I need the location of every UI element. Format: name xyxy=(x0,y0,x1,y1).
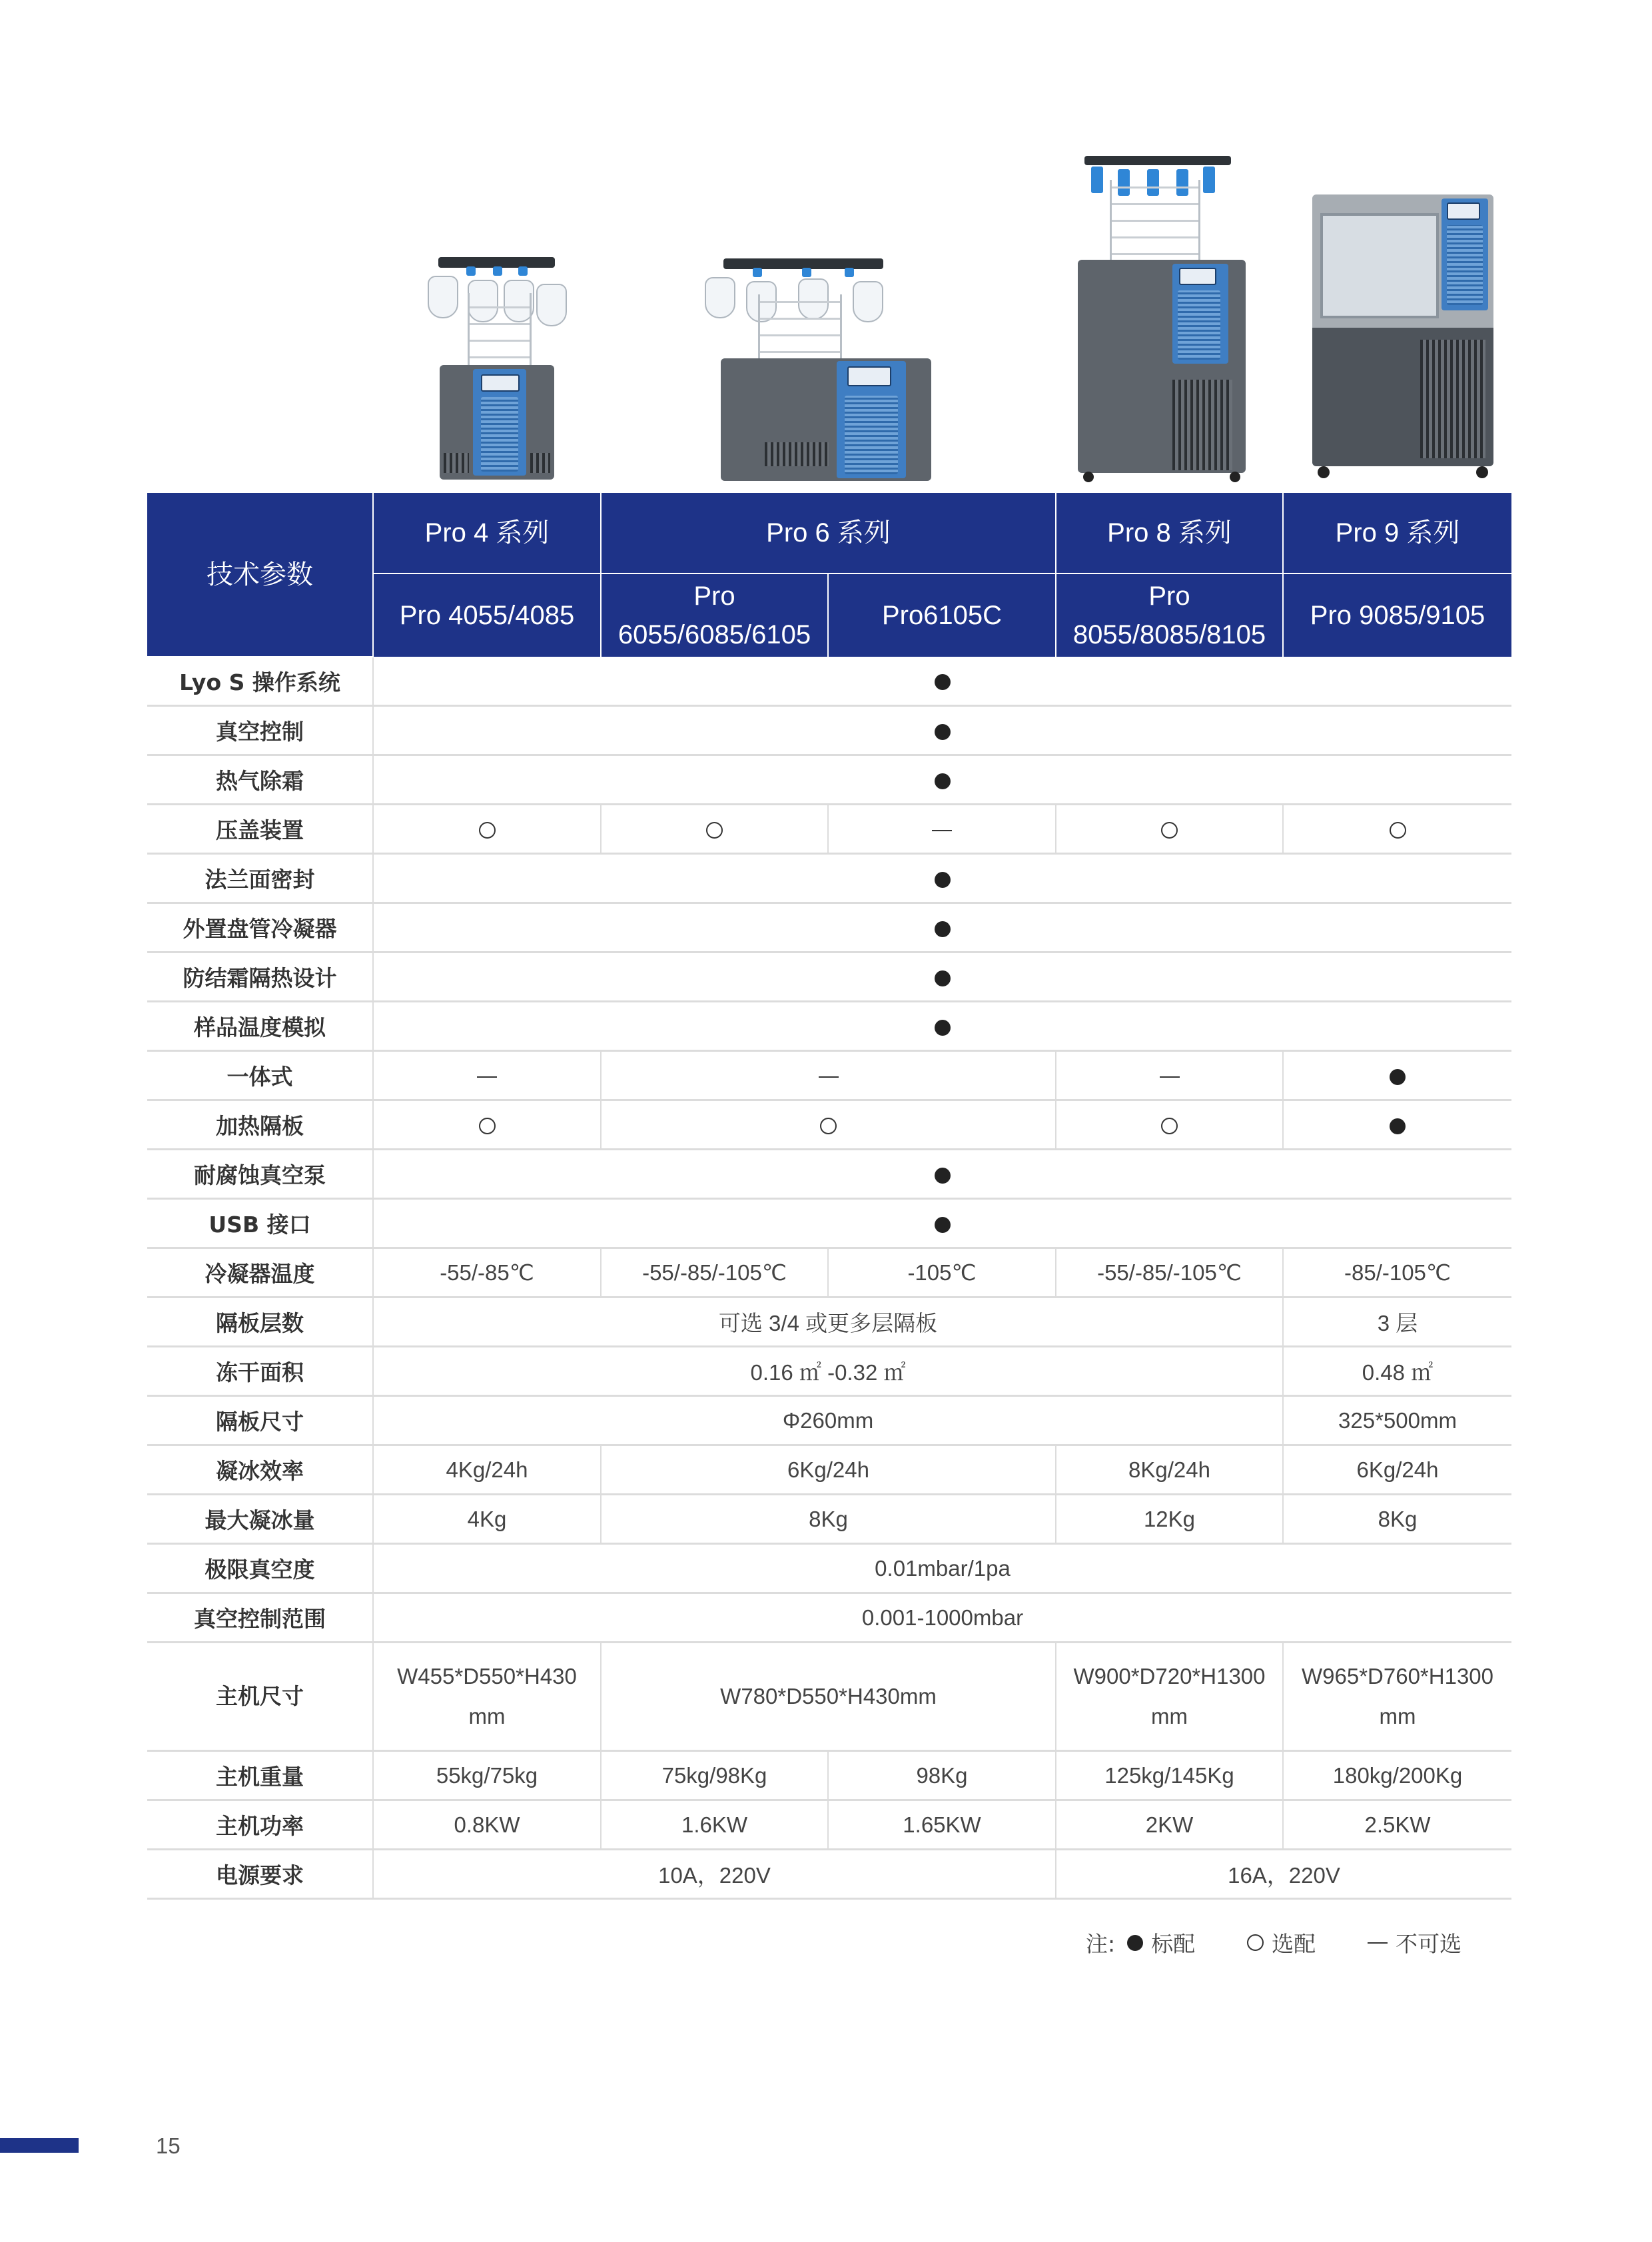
table-cell xyxy=(373,854,1511,903)
page-accent-bar xyxy=(0,2138,79,2153)
legend-standard-label: 标配 xyxy=(1151,1931,1196,1957)
table-row xyxy=(147,706,1511,755)
model-header: Pro 8055/8085/8105 xyxy=(1056,573,1283,657)
table-cell xyxy=(1283,805,1511,854)
legend-optional-label: 选配 xyxy=(1272,1931,1316,1957)
model-header: Pro6105C xyxy=(828,573,1056,657)
model-header: Pro 4055/4085 xyxy=(373,573,601,657)
table-cell: Φ260mm xyxy=(373,1396,1283,1445)
row-label: Lyo S 操作系统 xyxy=(147,657,373,706)
row-label: 凝冰效率 xyxy=(147,1445,373,1495)
table-cell xyxy=(373,755,1511,805)
table-cell: 1.6KW xyxy=(601,1800,828,1850)
table-cell: 8Kg xyxy=(1283,1495,1511,1544)
table-row xyxy=(147,1850,1511,1899)
table-cell: W900*D720*H1300 mm xyxy=(1056,1643,1283,1751)
standard-dot-icon xyxy=(1390,1069,1406,1085)
table-row xyxy=(147,903,1511,952)
optional-circle-icon xyxy=(1247,1934,1264,1951)
optional-circle-icon xyxy=(479,1118,496,1134)
table-row xyxy=(147,1347,1511,1396)
row-label: 外置盘管冷凝器 xyxy=(147,903,373,952)
table-cell xyxy=(373,903,1511,952)
standard-dot-icon xyxy=(935,970,951,986)
standard-dot-icon xyxy=(935,1020,951,1036)
table-row xyxy=(147,1248,1511,1298)
table-cell: W455*D550*H430 mm xyxy=(373,1643,601,1751)
unavailable-dash-icon xyxy=(1160,1076,1180,1078)
standard-dot-icon xyxy=(935,773,951,789)
row-label: USB 接口 xyxy=(147,1199,373,1248)
table-cell: 8Kg/24h xyxy=(1056,1445,1283,1495)
table-cell xyxy=(373,805,601,854)
legend-optional xyxy=(1247,1927,1316,1958)
table-cell: 0.16 ㎡ -0.32 ㎡ xyxy=(373,1347,1283,1396)
optional-circle-icon xyxy=(820,1118,837,1134)
row-label: 加热隔板 xyxy=(147,1100,373,1150)
table-cell: 10A，220V xyxy=(373,1850,1056,1899)
series-header-pro8: Pro 8 系列 xyxy=(1056,493,1283,573)
table-cell xyxy=(373,1100,601,1150)
model-header: Pro 9085/9105 xyxy=(1283,573,1511,657)
standard-dot-icon xyxy=(935,674,951,690)
table-cell: 可选 3/4 或更多层隔板 xyxy=(373,1298,1283,1347)
table-row xyxy=(147,805,1511,854)
table-cell: 0.8KW xyxy=(373,1800,601,1850)
table-cell xyxy=(1056,805,1283,854)
optional-circle-icon xyxy=(1161,822,1178,839)
row-label: 主机重量 xyxy=(147,1751,373,1800)
model-header: Pro 6055/6085/6105 xyxy=(601,573,828,657)
table-cell: -55/-85/-105℃ xyxy=(601,1248,828,1298)
row-label: 热气除霜 xyxy=(147,755,373,805)
spec-table xyxy=(147,493,1511,1900)
optional-circle-icon xyxy=(479,822,496,839)
row-label: 耐腐蚀真空泵 xyxy=(147,1150,373,1199)
unavailable-dash-icon xyxy=(932,830,952,831)
row-label: 防结霜隔热设计 xyxy=(147,952,373,1002)
row-label: 主机功率 xyxy=(147,1800,373,1850)
table-cell: 4Kg xyxy=(373,1495,601,1544)
row-label: 真空控制范围 xyxy=(147,1593,373,1643)
row-label: 电源要求 xyxy=(147,1850,373,1899)
table-cell xyxy=(828,805,1056,854)
table-row xyxy=(147,1800,1511,1850)
row-label: 隔板尺寸 xyxy=(147,1396,373,1445)
table-cell xyxy=(601,1100,1056,1150)
table-cell xyxy=(601,805,828,854)
legend-unavailable xyxy=(1368,1927,1461,1958)
series-header-pro4: Pro 4 系列 xyxy=(373,493,601,573)
table-row xyxy=(147,657,1511,706)
table-cell: 2KW xyxy=(1056,1800,1283,1850)
table-cell xyxy=(373,1051,601,1100)
table-row xyxy=(147,1544,1511,1593)
row-label: 极限真空度 xyxy=(147,1544,373,1593)
table-row xyxy=(147,1051,1511,1100)
standard-dot-icon xyxy=(1127,1935,1143,1951)
table-cell: -55/-85/-105℃ xyxy=(1056,1248,1283,1298)
product-image-pro6 xyxy=(705,254,945,484)
series-header-pro6: Pro 6 系列 xyxy=(601,493,1056,573)
legend-prefix: 注: xyxy=(1086,1931,1116,1957)
table-cell xyxy=(1056,1100,1283,1150)
row-label: 冻干面积 xyxy=(147,1347,373,1396)
standard-dot-icon xyxy=(935,1168,951,1184)
product-image-pro4 xyxy=(426,253,566,483)
table-cell: 0.48 ㎡ xyxy=(1283,1347,1511,1396)
row-label: 一体式 xyxy=(147,1051,373,1100)
table-row xyxy=(147,1298,1511,1347)
table-cell: W780*D550*H430mm xyxy=(601,1643,1056,1751)
table-cell xyxy=(373,1002,1511,1051)
table-cell: 16A，220V xyxy=(1056,1850,1511,1899)
table-row xyxy=(147,1199,1511,1248)
table-row xyxy=(147,854,1511,903)
table-cell: 3 层 xyxy=(1283,1298,1511,1347)
row-label: 隔板层数 xyxy=(147,1298,373,1347)
table-cell: -55/-85℃ xyxy=(373,1248,601,1298)
standard-dot-icon xyxy=(1390,1118,1406,1134)
table-cell: 1.65KW xyxy=(828,1800,1056,1850)
table-cell xyxy=(373,952,1511,1002)
table-cell: 6Kg/24h xyxy=(601,1445,1056,1495)
table-cell: 98Kg xyxy=(828,1751,1056,1800)
table-cell: W965*D760*H1300 mm xyxy=(1283,1643,1511,1751)
legend-standard xyxy=(1127,1927,1195,1958)
table-cell xyxy=(373,1150,1511,1199)
row-label: 最大凝冰量 xyxy=(147,1495,373,1544)
optional-circle-icon xyxy=(1161,1118,1178,1134)
table-cell xyxy=(373,657,1511,706)
table-row xyxy=(147,1643,1511,1751)
table-row xyxy=(147,1396,1511,1445)
table-row xyxy=(147,1593,1511,1643)
table-header xyxy=(147,493,1511,657)
table-cell: -105℃ xyxy=(828,1248,1056,1298)
table-cell xyxy=(1283,1051,1511,1100)
optional-circle-icon xyxy=(706,822,723,839)
row-label: 压盖装置 xyxy=(147,805,373,854)
product-image-pro9 xyxy=(1308,188,1501,481)
table-cell: 180kg/200Kg xyxy=(1283,1751,1511,1800)
table-cell xyxy=(373,1199,1511,1248)
row-label: 主机尺寸 xyxy=(147,1643,373,1751)
table-row xyxy=(147,755,1511,805)
table-cell: 2.5KW xyxy=(1283,1800,1511,1850)
table-cell: 4Kg/24h xyxy=(373,1445,601,1495)
row-label: 法兰面密封 xyxy=(147,854,373,903)
table-cell xyxy=(601,1051,1056,1100)
legend-unavailable-label: 不可选 xyxy=(1396,1931,1462,1957)
table-cell xyxy=(373,706,1511,755)
standard-dot-icon xyxy=(935,921,951,937)
table-row xyxy=(147,1751,1511,1800)
table-cell: 6Kg/24h xyxy=(1283,1445,1511,1495)
table-cell: 125kg/145Kg xyxy=(1056,1751,1283,1800)
table-cell xyxy=(1283,1100,1511,1150)
optional-circle-icon xyxy=(1390,822,1406,839)
row-label: 冷凝器温度 xyxy=(147,1248,373,1298)
product-image-pro8 xyxy=(1072,153,1252,486)
table-cell: 0.01mbar/1pa xyxy=(373,1544,1511,1593)
table-row xyxy=(147,952,1511,1002)
row-label: 样品温度模拟 xyxy=(147,1002,373,1051)
unavailable-dash-icon xyxy=(477,1076,497,1078)
row-label: 真空控制 xyxy=(147,706,373,755)
table-cell: -85/-105℃ xyxy=(1283,1248,1511,1298)
unavailable-dash-icon xyxy=(1368,1942,1388,1944)
param-header: 技术参数 xyxy=(147,493,373,657)
table-row xyxy=(147,1445,1511,1495)
unavailable-dash-icon xyxy=(819,1076,839,1078)
table-row xyxy=(147,1150,1511,1199)
table-row xyxy=(147,1002,1511,1051)
standard-dot-icon xyxy=(935,724,951,740)
series-header-pro9: Pro 9 系列 xyxy=(1283,493,1511,573)
table-cell: 75kg/98Kg xyxy=(601,1751,828,1800)
table-cell: 325*500mm xyxy=(1283,1396,1511,1445)
standard-dot-icon xyxy=(935,1217,951,1233)
standard-dot-icon xyxy=(935,872,951,888)
table-cell xyxy=(1056,1051,1283,1100)
table-cell: 0.001-1000mbar xyxy=(373,1593,1511,1643)
legend xyxy=(1086,1927,1461,1958)
table-cell: 55kg/75kg xyxy=(373,1751,601,1800)
table-row xyxy=(147,1100,1511,1150)
table-cell: 8Kg xyxy=(601,1495,1056,1544)
table-cell: 12Kg xyxy=(1056,1495,1283,1544)
page-number: 15 xyxy=(156,2133,181,2158)
table-row xyxy=(147,1495,1511,1544)
